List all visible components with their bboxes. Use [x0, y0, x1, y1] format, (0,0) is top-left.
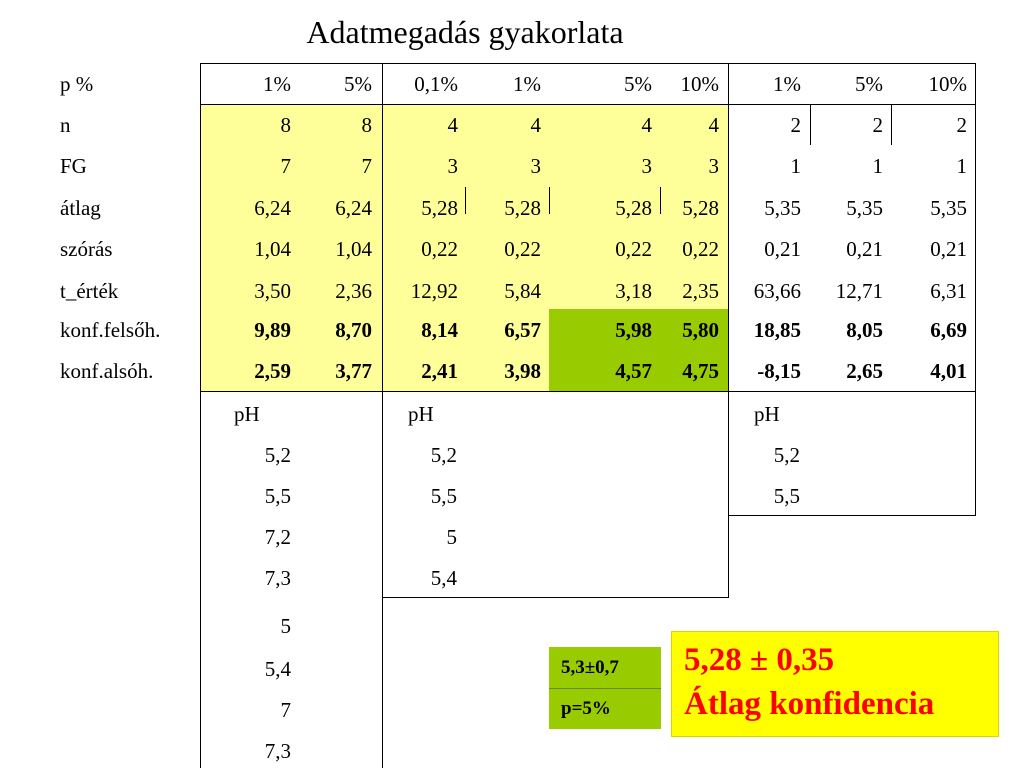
table-cell: 2 [956, 113, 967, 137]
callout-label: Átlag konfidencia [684, 686, 935, 722]
ph-value: 5,2 [264, 443, 291, 467]
table-cell: 5% [344, 72, 372, 96]
table-cell: 7 [361, 154, 372, 178]
table-cell: 0,1% [414, 72, 458, 96]
table-cell: 10% [680, 72, 719, 96]
ph-value: 7,3 [264, 739, 291, 763]
table-cell: 4 [708, 113, 719, 137]
table-cell: 6,69 [930, 318, 967, 342]
table-cell: 12,92 [410, 279, 458, 303]
table-cell: 1,04 [254, 237, 291, 261]
table-cell: 2,41 [421, 359, 458, 383]
table-border-right [975, 63, 976, 515]
table-cell: 2 [872, 113, 883, 137]
row-label: szórás [60, 237, 113, 261]
table-cell: 0,22 [615, 237, 652, 261]
row-label: FG [60, 154, 87, 178]
table-cell: 4 [530, 113, 541, 137]
table-cell: 3,98 [504, 359, 541, 383]
table-cell: 5,35 [846, 196, 883, 220]
table-cell: 18,85 [753, 318, 801, 342]
table-cell: 4 [447, 113, 458, 137]
table-cell: 2,65 [846, 359, 883, 383]
table-cell: 9,89 [254, 318, 291, 342]
table-cell: 4,57 [615, 359, 652, 383]
table-cell: 1% [773, 72, 801, 96]
table-cell: 4 [641, 113, 652, 137]
table-cell: 1% [263, 72, 291, 96]
row-label: p % [60, 72, 94, 96]
table-cell: 4,01 [930, 359, 967, 383]
table-cell: 8,70 [335, 318, 372, 342]
table-cell: 5,98 [615, 318, 652, 342]
ph-value: 5 [280, 614, 291, 638]
table-cell: 8,05 [846, 318, 883, 342]
row-label: konf.felsőh. [60, 318, 161, 342]
table-cell: 8 [361, 113, 372, 137]
table-cell: 0,22 [682, 237, 719, 261]
ph-value: 5 [446, 525, 457, 549]
table-cell: 8 [280, 113, 291, 137]
confidence-callout [671, 631, 999, 737]
row-label: konf.alsóh. [60, 359, 154, 383]
table-cell: 5% [624, 72, 652, 96]
table-cell: 3 [708, 154, 719, 178]
table-cell: 6,24 [335, 196, 372, 220]
table-cell: 5% [855, 72, 883, 96]
table-cell: 1,04 [335, 237, 372, 261]
ph-header: pH [408, 402, 434, 426]
table-cell: 3,18 [615, 279, 652, 303]
callout-value: 5,28 ± 0,35 [684, 642, 835, 678]
ph-value: 5,5 [430, 484, 457, 508]
table-cell: 0,21 [764, 237, 801, 261]
row-label: t_érték [60, 279, 119, 303]
ph-value: 7,2 [264, 525, 291, 549]
table-cell: -8,15 [757, 359, 801, 383]
table-cell: 6,57 [504, 318, 541, 342]
table-cell: 6,24 [254, 196, 291, 220]
ph-value: 5,5 [264, 484, 291, 508]
table-cell: 3,50 [254, 279, 291, 303]
table-cell: 4,75 [682, 359, 719, 383]
ph-value: 7,3 [264, 566, 291, 590]
table-cell: 3 [641, 154, 652, 178]
table-cell: 2 [790, 113, 801, 137]
table-cell: 5,80 [682, 318, 719, 342]
table-cell: 5,84 [504, 279, 541, 303]
result-mean-pm: 5,3±0,7 [561, 657, 619, 678]
ph-value: 7 [280, 698, 291, 722]
table-cell: 63,66 [753, 279, 801, 303]
ph-value: 5,4 [430, 566, 457, 590]
ph-header: pH [754, 402, 780, 426]
table-cell: 5,28 [504, 196, 541, 220]
table-cell: 0,21 [930, 237, 967, 261]
page-title: Adatmegadás gyakorlata [306, 14, 624, 50]
col-separator [549, 187, 550, 214]
table-cell: 5,28 [421, 196, 458, 220]
table-cell: 3 [447, 154, 458, 178]
ph-header: pH [234, 402, 260, 426]
row-label: átlag [60, 196, 101, 220]
ph-value: 5,2 [430, 443, 457, 467]
table-cell: 6,31 [930, 279, 967, 303]
table-cell: 5,28 [615, 196, 652, 220]
table-cell: 2,36 [335, 279, 372, 303]
table-cell: 5,35 [930, 196, 967, 220]
table-cell: 0,22 [504, 237, 541, 261]
table-cell: 3,77 [335, 359, 372, 383]
ph-value: 5,4 [264, 657, 291, 681]
table-cell: 1 [872, 154, 883, 178]
table-cell: 2,35 [682, 279, 719, 303]
table-cell: 8,14 [421, 318, 458, 342]
row-label: n [60, 113, 71, 137]
table-cell: 1% [513, 72, 541, 96]
ph-value: 5,2 [773, 443, 800, 467]
table-cell: 3 [530, 154, 541, 178]
table-cell: 2,59 [254, 359, 291, 383]
ph-value: 5,5 [773, 484, 800, 508]
table-cell: 5,28 [682, 196, 719, 220]
table-cell: 1 [956, 154, 967, 178]
table-cell: 0,21 [846, 237, 883, 261]
table-cell: 7 [280, 154, 291, 178]
table-cell: 1 [790, 154, 801, 178]
table-cell: 10% [928, 72, 967, 96]
table-cell: 12,71 [835, 279, 883, 303]
table-cell: 0,22 [421, 237, 458, 261]
table-cell: 5,35 [764, 196, 801, 220]
result-probability: p=5% [561, 698, 611, 719]
